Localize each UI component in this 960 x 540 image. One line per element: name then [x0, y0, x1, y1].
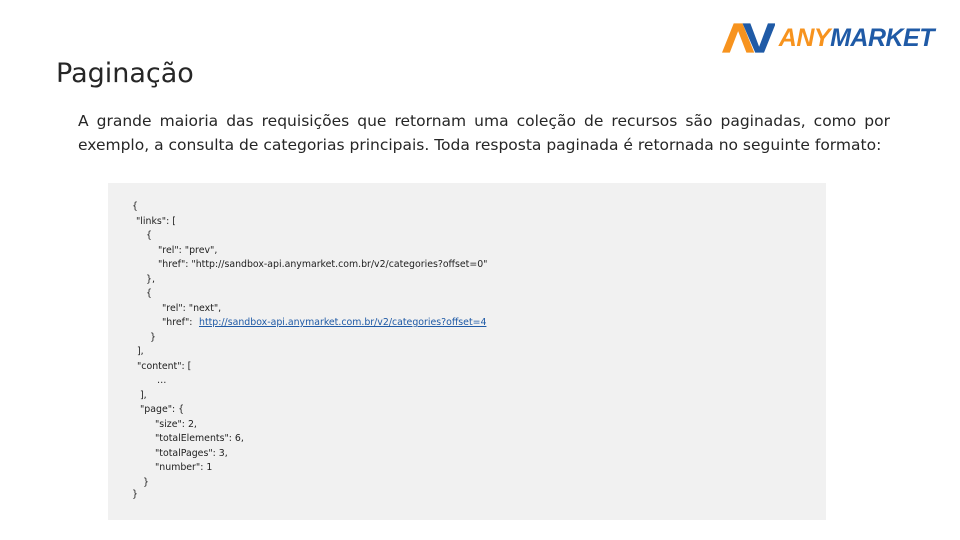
code-line: …: [157, 375, 167, 386]
code-line: {: [146, 288, 152, 299]
logo-wordmark: [778, 23, 934, 52]
code-line: ],: [137, 346, 144, 357]
code-line: {: [146, 230, 152, 241]
code-line: "number": 1: [155, 462, 213, 473]
anymarket-logo-icon: [722, 21, 775, 55]
logo-any-text: ANY: [778, 23, 831, 52]
code-line: "rel": "prev",: [158, 245, 218, 256]
code-line: "content": [: [137, 361, 192, 372]
code-line: },: [146, 274, 155, 285]
code-line: "rel": "next",: [162, 303, 222, 314]
code-link[interactable]: http://sandbox-api.anymarket.com.br/v2/categories?offset=4: [199, 317, 487, 328]
code-line: "page": {: [140, 404, 185, 415]
intro-paragraph: A grande maioria das requisições que retornam uma coleção de recursos são paginadas, como por exemplo, a consulta de categorias principais. Toda resposta paginada é retornada no seguinte formato:: [78, 112, 890, 154]
slide-title: Paginação: [56, 58, 194, 89]
code-line: "totalPages": 3,: [155, 448, 228, 459]
code-line: ],: [140, 390, 147, 401]
code-block: [108, 183, 826, 520]
code-line: "href": "http://sandbox-api.anymarket.com.br/v2/categories?offset=0": [158, 259, 488, 270]
code-line: "links": [: [136, 216, 176, 227]
code-line: "totalElements": 6,: [155, 433, 244, 444]
code-line: "href":: [162, 317, 193, 328]
anymarket-logo: [722, 20, 934, 56]
code-line: }: [132, 489, 138, 500]
logo-market-text: MARKET: [830, 23, 934, 52]
code-line: "size": 2,: [155, 419, 197, 430]
code-line: }: [143, 477, 149, 488]
code-line: {: [132, 201, 138, 212]
code-line: }: [150, 332, 156, 343]
